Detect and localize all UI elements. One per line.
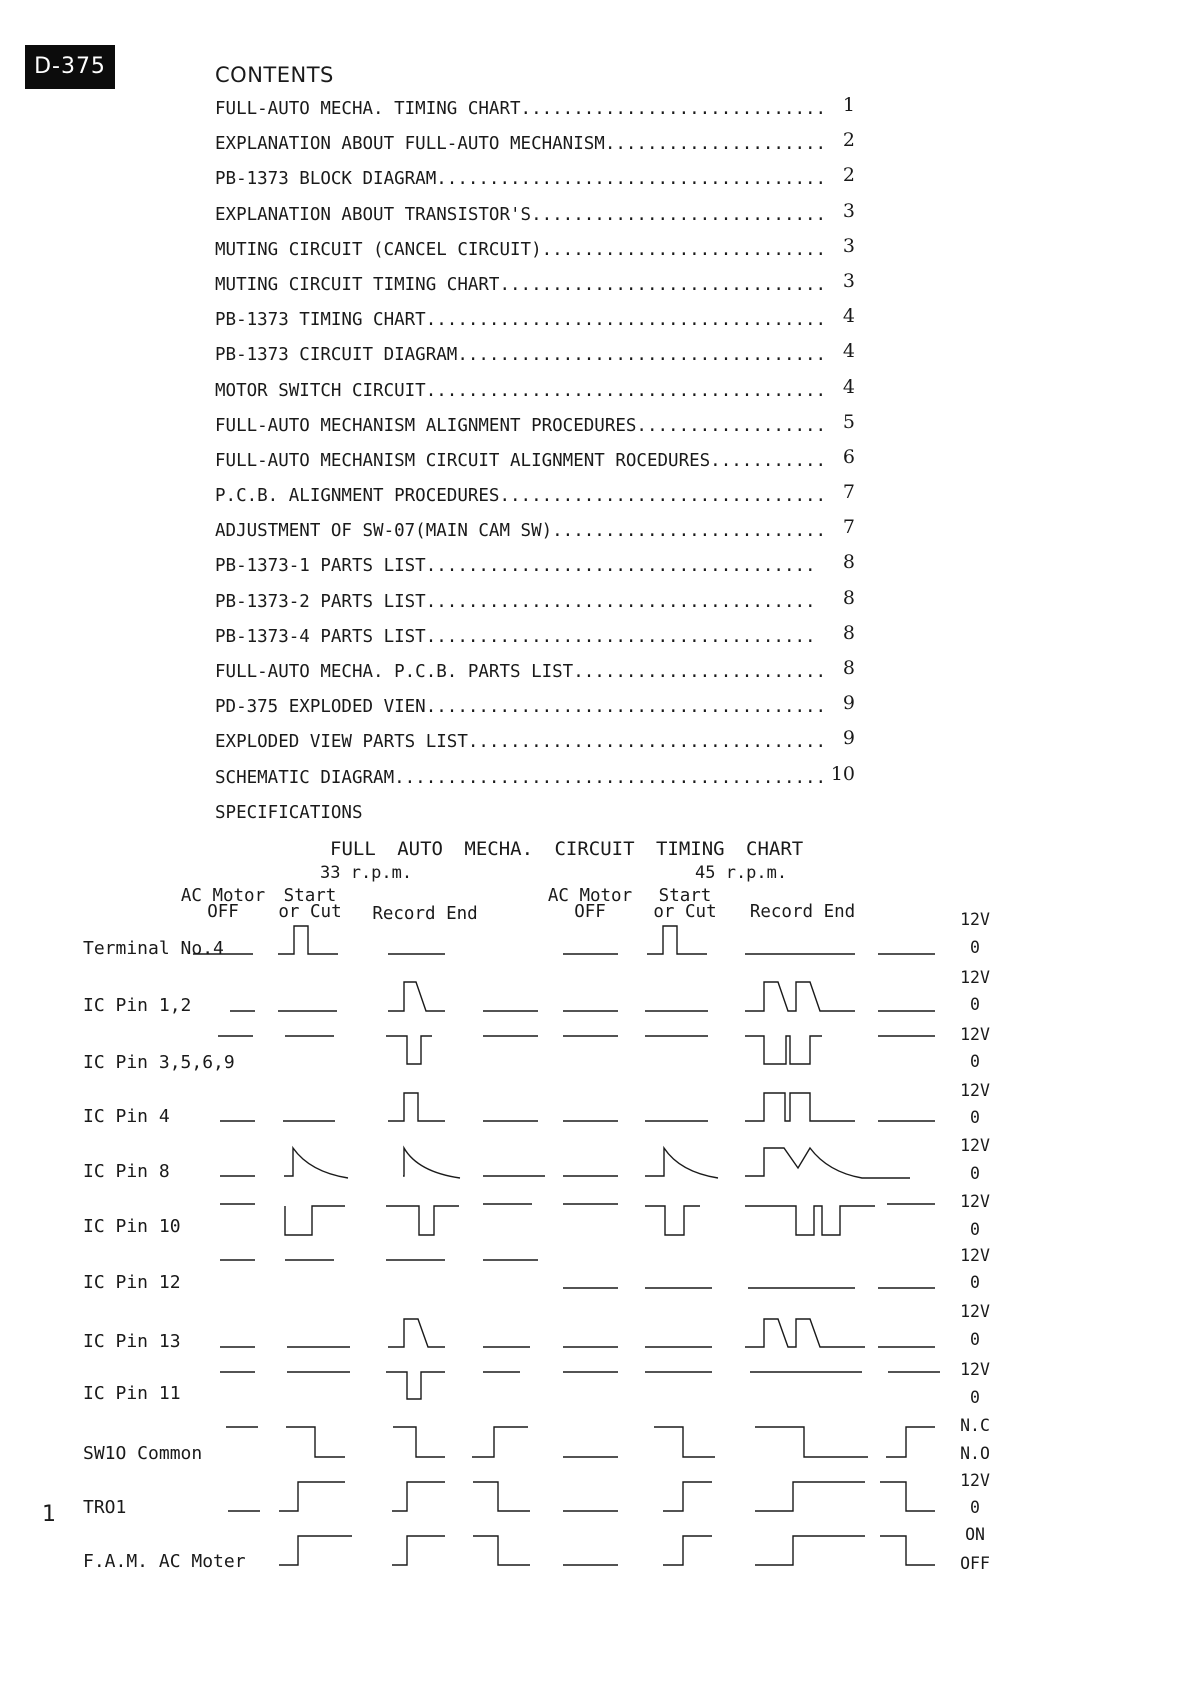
model-badge: D-375	[25, 45, 115, 89]
level-high-label: 12V	[960, 1471, 990, 1490]
level-low-label: 0	[970, 1330, 980, 1349]
toc-entry-title: EXPLANATION ABOUT TRANSISTOR'S............................	[215, 204, 827, 225]
level-high-label: 12V	[960, 1302, 990, 1321]
toc-entry-title: P.C.B. ALIGNMENT PROCEDURES...............................	[215, 486, 827, 507]
toc-entry-title: SCHEMATIC DIAGRAM.........................................	[215, 767, 827, 788]
waveform-ic-pin-1-2	[230, 982, 935, 1011]
timing-row-label: IC Pin 3,5,6,9	[83, 1052, 235, 1073]
toc-entry-page: 3	[842, 234, 855, 257]
waveform-terminal-4	[193, 926, 935, 954]
level-low-label: 0	[970, 1052, 980, 1071]
waveform-ic-pin-10	[220, 1204, 935, 1235]
toc-entry-title: MOTOR SWITCH CIRCUIT......................................	[215, 380, 827, 401]
toc-entry-page: 9	[842, 727, 855, 750]
toc-entry-title: EXPLODED VIEW PARTS LIST..................................	[215, 732, 827, 753]
toc-entry-page: 8	[842, 621, 855, 644]
timing-row-label: Terminal No.4	[83, 938, 224, 959]
waveform-ic-pin-11	[220, 1372, 940, 1399]
timing-row-label: SW1O Common	[83, 1443, 203, 1464]
toc-entry-title: FULL-AUTO MECHA. TIMING CHART.............................	[215, 99, 827, 119]
waveform-ic-pin-4	[220, 1093, 935, 1121]
timing-row-label: F.A.M. AC Moter	[83, 1551, 246, 1572]
header-ac-motor-off: AC Motor OFF	[180, 886, 266, 922]
page-number: 1	[42, 1502, 56, 1527]
rpm-33-label: 33 r.p.m.	[320, 863, 413, 883]
toc-entry-title: PB-1373 CIRCUIT DIAGRAM...................................	[215, 345, 827, 366]
header-ac-motor-off: AC Motor OFF	[547, 886, 633, 922]
timing-row-label: IC Pin 1,2	[83, 995, 192, 1016]
waveform-ic-pin-13	[220, 1319, 935, 1347]
timing-row-label: IC Pin 4	[83, 1106, 170, 1127]
waveform-ic-pin-12	[220, 1260, 935, 1288]
timing-row-label: IC Pin 8	[83, 1161, 170, 1182]
waveform-fam-ac-motor	[279, 1536, 935, 1565]
toc-entry-page: 1	[842, 94, 855, 116]
toc-entry-title: MUTING CIRCUIT TIMING CHART...............................	[215, 274, 827, 295]
toc-entry-title: EXPLANATION ABOUT FULL-AUTO MECHANISM.....................	[215, 134, 827, 155]
toc-entry-title: FULL-AUTO MECHA. P.C.B. PARTS LIST........................	[215, 662, 827, 682]
toc-entry-page: 2	[842, 129, 855, 152]
toc-entry-page: 3	[842, 199, 855, 222]
level-low-label: N.O	[960, 1444, 990, 1463]
timing-row-label: IC Pin 10	[83, 1216, 181, 1237]
header-record-end: Record End	[749, 902, 856, 922]
level-high-label: 12V	[960, 1360, 990, 1379]
timing-row-label: TRO1	[83, 1497, 127, 1518]
waveform-ic-pin-3-5-6-9	[218, 1036, 935, 1064]
level-low-label: 0	[970, 1273, 980, 1292]
level-low-label: 0	[970, 995, 980, 1014]
level-low-label: OFF	[960, 1554, 990, 1573]
toc-entry-page: 2	[842, 164, 855, 187]
toc-entry-page: 8	[842, 586, 855, 609]
level-high-label: 12V	[960, 1136, 990, 1155]
level-high-label: 12V	[960, 1192, 990, 1211]
toc-entry-page: 10	[830, 762, 855, 785]
level-high-label: 12V	[960, 1246, 990, 1265]
toc-entry-title: FULL-AUTO MECHANISM ALIGNMENT PROCEDURES..................	[215, 415, 827, 436]
waveform-sw10-common	[226, 1427, 935, 1457]
toc-entry-title: SPECIFICATIONS	[215, 802, 363, 823]
toc-entry-page: 4	[842, 375, 855, 398]
level-high-label: 12V	[960, 1081, 990, 1100]
level-low-label: 0	[970, 1388, 980, 1407]
timing-row-label: IC Pin 12	[83, 1272, 181, 1293]
header-start-or-cut: Start or Cut	[653, 886, 717, 922]
toc-entry-page: 7	[842, 516, 855, 539]
toc-entry-title: PB-1373 TIMING CHART......................................	[215, 310, 827, 331]
level-high-label: 12V	[960, 1025, 990, 1044]
waveform-tro1	[228, 1482, 935, 1511]
toc-entry-title: ADJUSTMENT OF SW-07(MAIN CAM SW)..........................	[215, 521, 827, 542]
level-high-label: ON	[965, 1525, 985, 1544]
toc-entry-title: PB-1373 BLOCK DIAGRAM.....................................	[215, 169, 827, 190]
level-low-label: 0	[970, 1108, 980, 1127]
toc-entry-title: PB-1373-4 PARTS LIST.....................................	[215, 626, 816, 647]
toc-entry-page: 3	[842, 269, 855, 292]
toc-entry-page: 8	[842, 657, 855, 679]
level-high-label: N.C	[960, 1416, 990, 1435]
contents-title: CONTENTS	[215, 63, 334, 87]
level-low-label: 0	[970, 938, 980, 957]
level-low-label: 0	[970, 1498, 980, 1517]
toc-entry-page: 7	[842, 481, 855, 504]
timing-row-label: IC Pin 11	[83, 1383, 181, 1404]
toc-entry-page: 4	[842, 340, 855, 363]
toc-entry-page: 9	[842, 692, 855, 715]
level-low-label: 0	[970, 1164, 980, 1183]
header-start-or-cut: Start or Cut	[278, 886, 342, 922]
toc-entry-title: FULL-AUTO MECHANISM CIRCUIT ALIGNMENT ROCEDURES...........	[215, 450, 827, 471]
rpm-45-label: 45 r.p.m.	[695, 863, 788, 883]
toc-entry-page: 5	[842, 410, 855, 433]
toc-entry-page: 8	[842, 551, 855, 574]
timing-chart-title: FULL AUTO MECHA. CIRCUIT TIMING CHART	[330, 838, 804, 860]
toc-entry-title: PB-1373-2 PARTS LIST.....................................	[215, 591, 816, 612]
toc-entry-page: 6	[842, 445, 855, 468]
toc-entry-title: PD-375 EXPLODED VIEN......................................	[215, 697, 827, 718]
toc-entry-page: 4	[842, 305, 855, 328]
toc-entry-title: PB-1373-1 PARTS LIST.....................................	[215, 556, 816, 577]
timing-row-label: IC Pin 13	[83, 1331, 181, 1352]
header-record-end: Record End	[372, 904, 478, 924]
level-high-label: 12V	[960, 910, 990, 929]
level-low-label: 0	[970, 1220, 980, 1239]
toc-entry-title: MUTING CIRCUIT (CANCEL CIRCUIT)...........................	[215, 239, 827, 260]
waveform-ic-pin-8	[220, 1148, 910, 1178]
level-high-label: 12V	[960, 968, 990, 987]
